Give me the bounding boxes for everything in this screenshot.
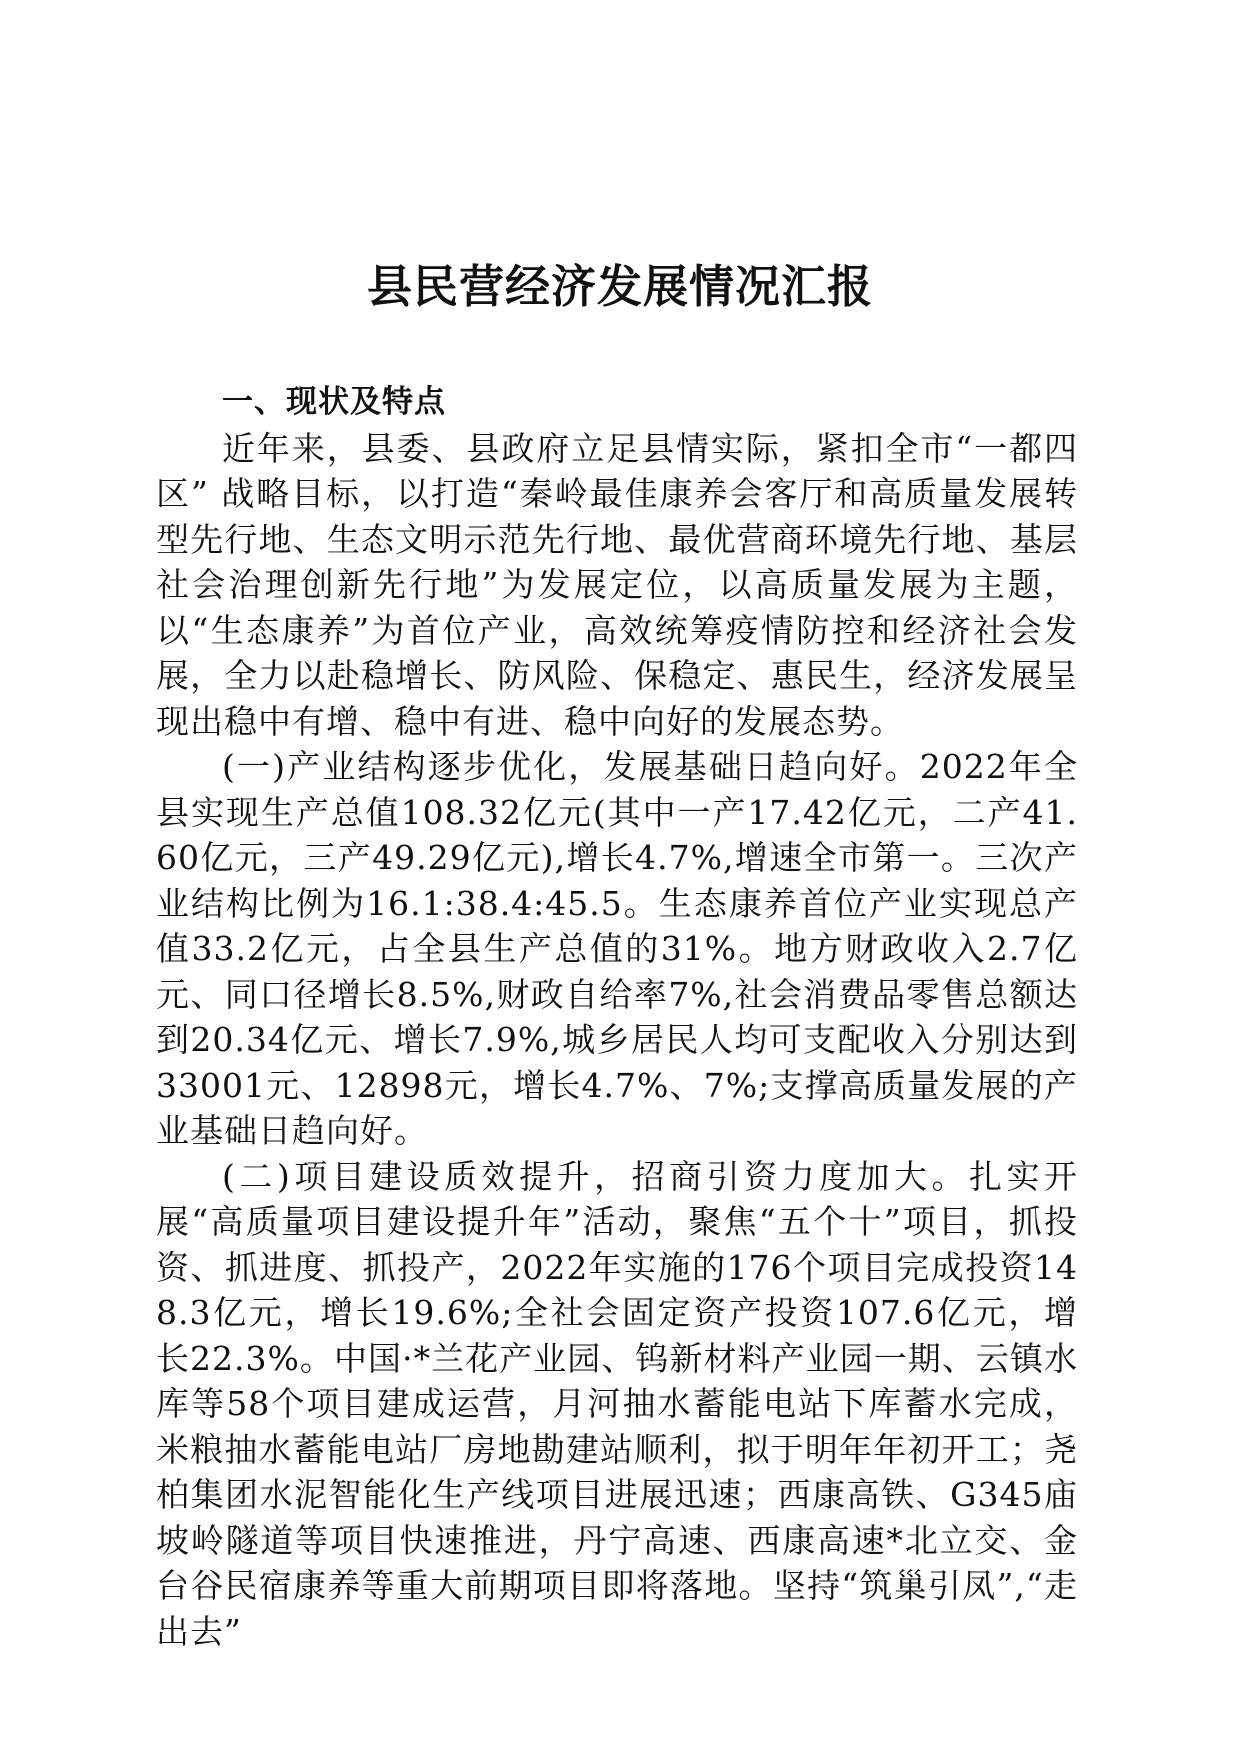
document-title: 县民营经济发展情况汇报 [366, 260, 873, 313]
document-body [156, 380, 1078, 1654]
section-heading: 一、现状及特点 [222, 384, 446, 420]
paragraph-intro: 近年来，县委、县政府立足县情实际，紧扣全市“一都四区” 战略目标，以打造“秦岭最佳康养会客厅和高质量发展转型先行地、生态文明示范先行地、最优营商环境先行地、基层社会治理创新先行地”为发展定位，以高质量发展为主题，以“生态康养”为首位产业，高效统筹疫情防控和经济社会发展，全力以赴稳增长、防风险、保稳定、惠民生，经济发展呈现出稳中有增、稳中有进、稳中向好的发展态势。 [156, 428, 1078, 741]
paragraph-project-construction: (二)项目建设质效提升，招商引资力度加大。扎实开展“高质量项目建设提升年”活动，聚焦“五个十”项目，抓投资、抓进度、抓投产，2022年实施的176个项目完成投资148.3亿元，增长19.6%;全社会固定资产投资107.6亿元，增长22.3%。中国·*兰花产业园、钨新材料产业园一期、云镇水库等58个项目建成运营，月河抽水蓄能电站下库蓄水完成，米粮抽水蓄能电站厂房地勘建站顺利，拟于明年年初开工；尧柏集团水泥智能化生产线项目进展迅速；西康高铁、G345庙坡岭隧道等项目快速推进，丹宁高速、西康高速*北立交、金台谷民宿康养等重大前期项目即将落地。坚持“筑巢引凤”,“走出去” [156, 1156, 1078, 1651]
paragraph-industry-structure: (一)产业结构逐步优化，发展基础日趋向好。2022年全县实现生产总值108.32亿元(其中一产17.42亿元，二产41.60亿元，三产49.29亿元),增长4.7%,增速全市第一。三次产业结构比例为16.1:38.4:45.5。生态康养首位产业实现总产值33.2亿元，占全县生产总值的31%。地方财政收入2.7亿元、同口径增长8.5%,财政自给率7%,社会消费品零售总额达到20.34亿元、增长7.9%,城乡居民人均可支配收入分别达到33001元、12898元，增长4.7%、7%;支撑高质量发展的产业基础日趋向好。 [156, 747, 1078, 1150]
